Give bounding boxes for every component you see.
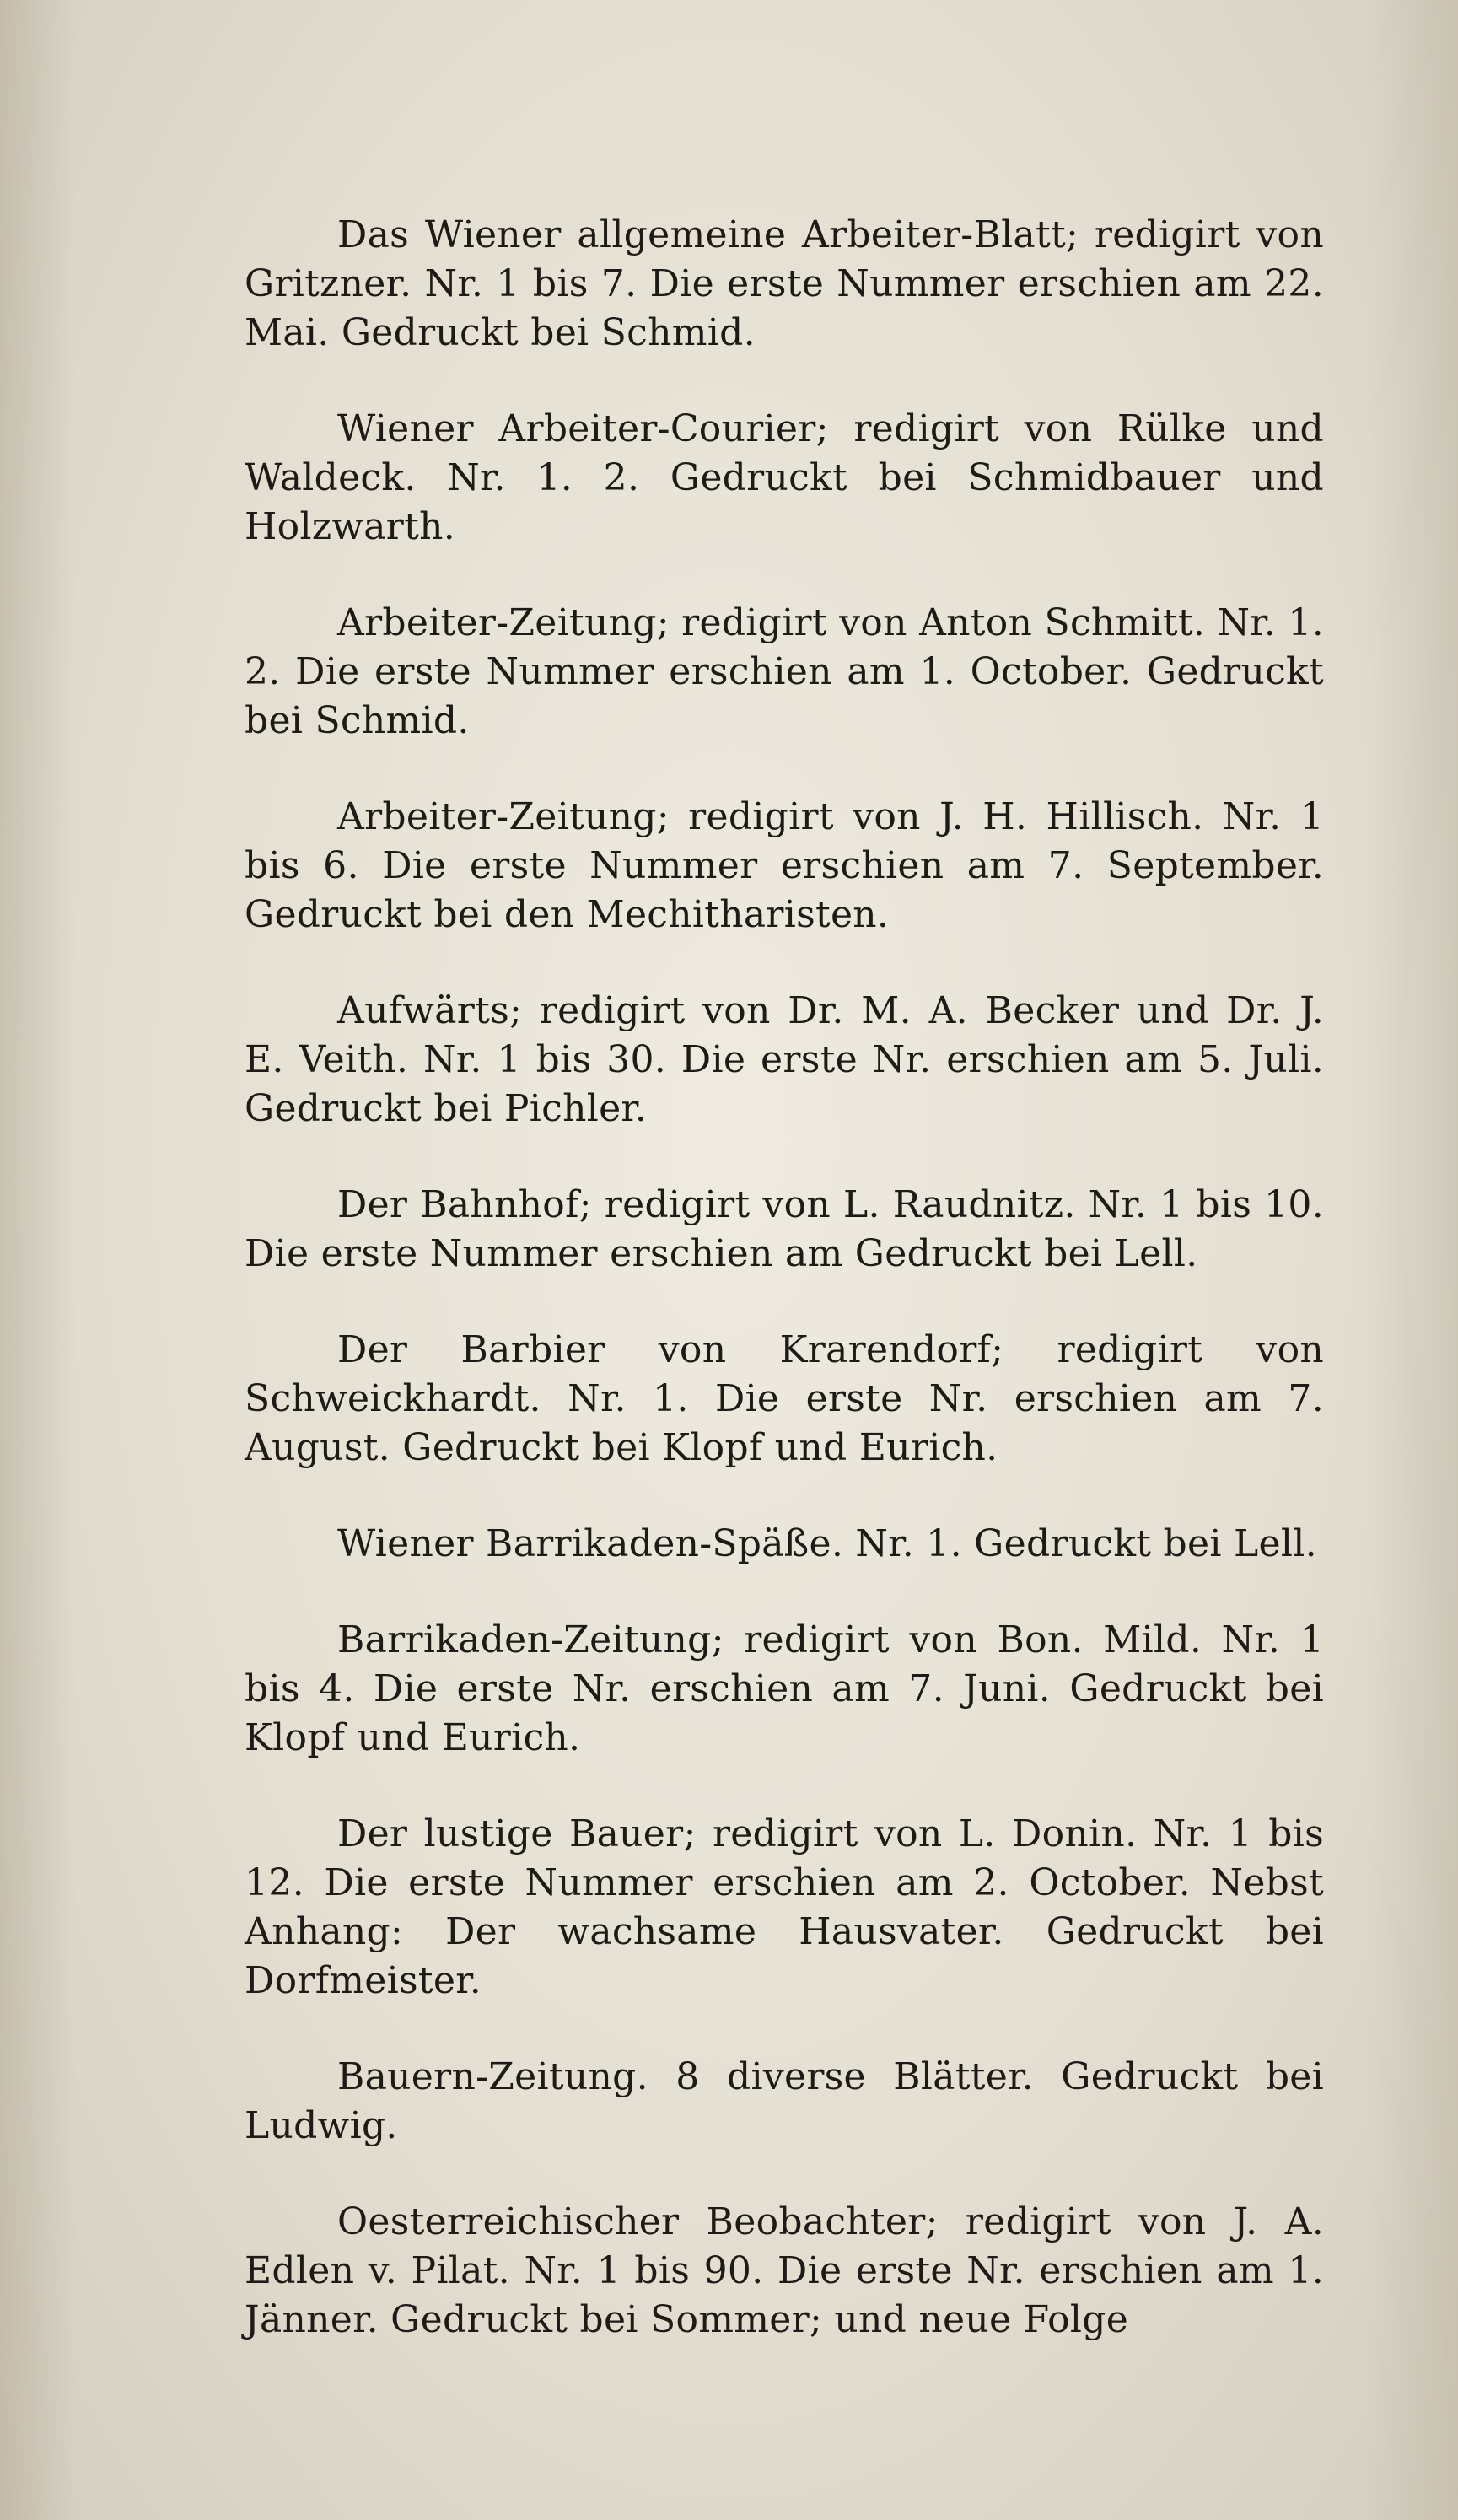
entry-wiener-arbeiter-blatt: Das Wiener allgemeine Arbeiter-Blatt; redigirt von Gritzner. Nr. 1 bis 7. Die erste Nummer erschien am 22. Mai. Gedruckt bei Schmid.: [245, 213, 1324, 354]
text-column: [245, 211, 1324, 2392]
entry-arbeiter-zeitung-hillisch: Arbeiter-Zeitung; redigirt von J. H. Hillisch. Nr. 1 bis 6. Die erste Nummer erschien am 7. September. Gedruckt bei den Mechitharisten.: [245, 795, 1324, 936]
entry-barrikaden-spaesse: Wiener Barrikaden-Späße. Nr. 1. Gedruckt bei Lell.: [337, 1522, 1317, 1565]
entry-arbeiter-zeitung-schmitt: Arbeiter-Zeitung; redigirt von Anton Schmitt. Nr. 1. 2. Die erste Nummer erschien am 1. October. Gedruckt bei Schmid.: [245, 601, 1324, 742]
entry-wiener-arbeiter-courier: Wiener Arbeiter-Courier; redigirt von Rülke und Waldeck. Nr. 1. 2. Gedruckt bei Schmidbauer und Holzwarth.: [245, 407, 1324, 548]
entry-aufwaerts: Aufwärts; redigirt von Dr. M. A. Becker und Dr. J. E. Veith. Nr. 1 bis 30. Die erste Nr. erschien am 5. Juli. Gedruckt bei Pichler.: [245, 989, 1324, 1130]
entry-der-barbier: Der Barbier von Krarendorf; redigirt von Schweickhardt. Nr. 1. Die erste Nr. erschien am 7. August. Gedruckt bei Klopf und Eurich.: [245, 1328, 1324, 1469]
entry-bauern-zeitung: Bauern-Zeitung. 8 diverse Blätter. Gedruckt bei Ludwig.: [245, 2055, 1324, 2147]
entry-oesterreichischer-beobachter: Oesterreichischer Beobachter; redigirt von J. A. Edlen v. Pilat. Nr. 1 bis 90. Die erste Nr. erschien am 1. Jänner. Gedruckt bei Sommer; und neue Folge: [245, 2200, 1324, 2341]
entry-der-lustige-bauer: Der lustige Bauer; redigirt von L. Donin. Nr. 1 bis 12. Die erste Nummer erschien am 2. October. Nebst Anhang: Der wachsame Hausvater. Gedruckt bei Dorfmeister.: [245, 1812, 1324, 2002]
entry-der-bahnhof: Der Bahnhof; redigirt von L. Raudnitz. Nr. 1 bis 10. Die erste Nummer erschien am Gedruckt bei Lell.: [245, 1183, 1324, 1275]
entry-barrikaden-zeitung: Barrikaden-Zeitung; redigirt von Bon. Mild. Nr. 1 bis 4. Die erste Nr. erschien am 7. Juni. Gedruckt bei Klopf und Eurich.: [245, 1618, 1324, 1759]
